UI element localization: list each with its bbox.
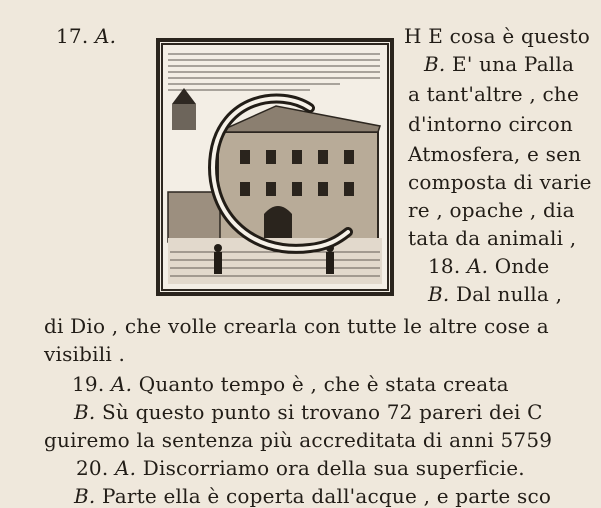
line-guiremo (44, 428, 552, 452)
text-b2: Dal nulla , (456, 282, 563, 306)
text-b4: Parte ella è coperta dall'acque , e parte sco (102, 484, 552, 508)
line-19 (72, 372, 509, 396)
text-c1: a tant'altre , che (408, 82, 580, 106)
text-dio: di Dio , che volle crearla con tutte le altre cose a (44, 314, 549, 338)
line-b4 (74, 484, 551, 508)
text-20: Discorriamo ora della sua superficie. (142, 456, 525, 480)
question-number-17: 17. (56, 24, 89, 48)
speaker-a-19: A. (110, 372, 133, 396)
text-19: Quanto tempo è , che è stata creata (138, 372, 509, 396)
line-c3 (408, 142, 581, 166)
line-c2 (408, 112, 573, 136)
speaker-b-2: B. (428, 282, 450, 306)
line-dio (44, 314, 549, 338)
line-18 (428, 254, 549, 278)
question-number-20: 20. (76, 456, 109, 480)
speaker-a-20: A. (114, 456, 137, 480)
text-c2: d'intorno circon (408, 112, 573, 136)
line-c4 (408, 170, 592, 194)
line-17 (56, 24, 116, 48)
head-letter: H (404, 24, 422, 48)
line-b3 (74, 400, 543, 424)
text-c3: Atmosfera, e sen (408, 142, 582, 166)
text-he: E cosa è questo (428, 24, 591, 48)
text-b3: Sù questo punto si trovano 72 pareri dei C (102, 400, 543, 424)
text-c6: tata da animali , (408, 226, 577, 250)
speaker-a-17: A. (94, 24, 117, 48)
line-visibili (44, 342, 125, 366)
line-he (404, 24, 590, 48)
woodcut-illustration (160, 42, 390, 292)
line-c1 (408, 82, 579, 106)
text-b1: E' una Palla (452, 52, 575, 76)
question-number-18: 18. (428, 254, 461, 278)
line-c5 (408, 198, 575, 222)
line-b1 (424, 52, 574, 76)
text-c5: re , opache , dia (408, 198, 575, 222)
decorated-initial (156, 38, 394, 296)
line-20 (76, 456, 525, 480)
speaker-a-18: A. (466, 254, 489, 278)
text-visibili: visibili . (44, 342, 126, 366)
text-18: Onde (494, 254, 550, 278)
speaker-b-4: B. (74, 484, 96, 508)
speaker-b-1: B. (424, 52, 446, 76)
text-guiremo: guiremo la sentenza più accreditata di anni 5759 (44, 428, 553, 452)
line-c6 (408, 226, 576, 250)
speaker-b-3: B. (74, 400, 96, 424)
question-number-19: 19. (72, 372, 105, 396)
text-c4: composta di varie (408, 170, 592, 194)
line-b2 (428, 282, 562, 306)
